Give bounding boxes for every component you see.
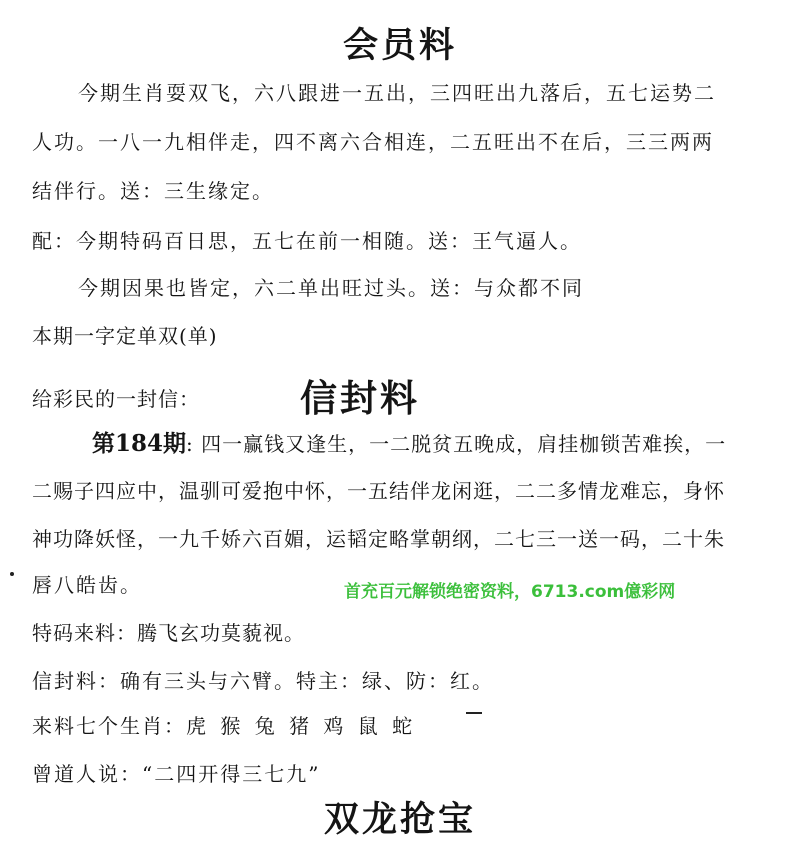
member-paragraph-1-line-1: 今期生肖耍双飞，六八跟进一五出，三四旺出九落后，五七运势二 — [78, 81, 716, 105]
zodiac-line — [32, 710, 416, 739]
issue-line-2: 二赐子四应中，温驯可爱抱中怀，一五结伴龙闲逛，二二多情龙难忘，身怀 — [32, 479, 725, 503]
member-karma-line: 今期因果也皆定，六二单出旺过头。送：与众都不同 — [78, 276, 584, 300]
member-paragraph-1-line-3: 结伴行。送：三生缘定。 — [32, 179, 274, 203]
member-pairing-line: 配：今期特码百日思，五七在前一相随。送：王气逼人。 — [32, 229, 582, 253]
zodiac-label: 来料七个生肖： — [32, 714, 186, 738]
issue-number: 第184期 — [92, 430, 187, 457]
zodiac-list: 虎 猴 兔 猪 鸡 鼠 蛇 — [186, 714, 417, 738]
stray-dot — [10, 572, 14, 576]
issue-line-1-text: : 四一赢钱又逢生，一二脱贫五晚成，肩挂枷锁苦难挨，一 — [186, 432, 727, 456]
issue-line-3: 神功降妖怪，一九千娇六百媚，运韬定略掌朝纲，二七三一送一码，二十朱 — [32, 527, 725, 551]
promo-watermark: 首充百元解锁绝密资料，6713.com億彩网 — [344, 582, 676, 602]
issue-line-4: 唇八皓齿。 — [32, 573, 142, 597]
odd-even-line: 本期一字定单双(单) — [32, 324, 218, 348]
letter-intro: 给彩民的一封信： — [32, 387, 200, 411]
taoist-quote: 曾道人说：“二四开得三七九” — [32, 762, 321, 786]
dragon-heading: 双龙抢宝 — [323, 799, 476, 840]
envelope-note: 信封料：确有三头与六臂。特主：绿、防：红。 — [32, 669, 494, 693]
special-code-source: 特码来料：腾飞玄功莫藐视。 — [32, 621, 305, 645]
trailing-dash — [466, 712, 482, 714]
member-heading: 会员料 — [342, 25, 457, 66]
issue-line-1 — [92, 425, 726, 458]
envelope-heading: 信封料 — [300, 376, 420, 420]
member-paragraph-1-line-2: 人功。一八一九相伴走，四不离六合相连，二五旺出不在后，三三两两 — [32, 130, 714, 154]
